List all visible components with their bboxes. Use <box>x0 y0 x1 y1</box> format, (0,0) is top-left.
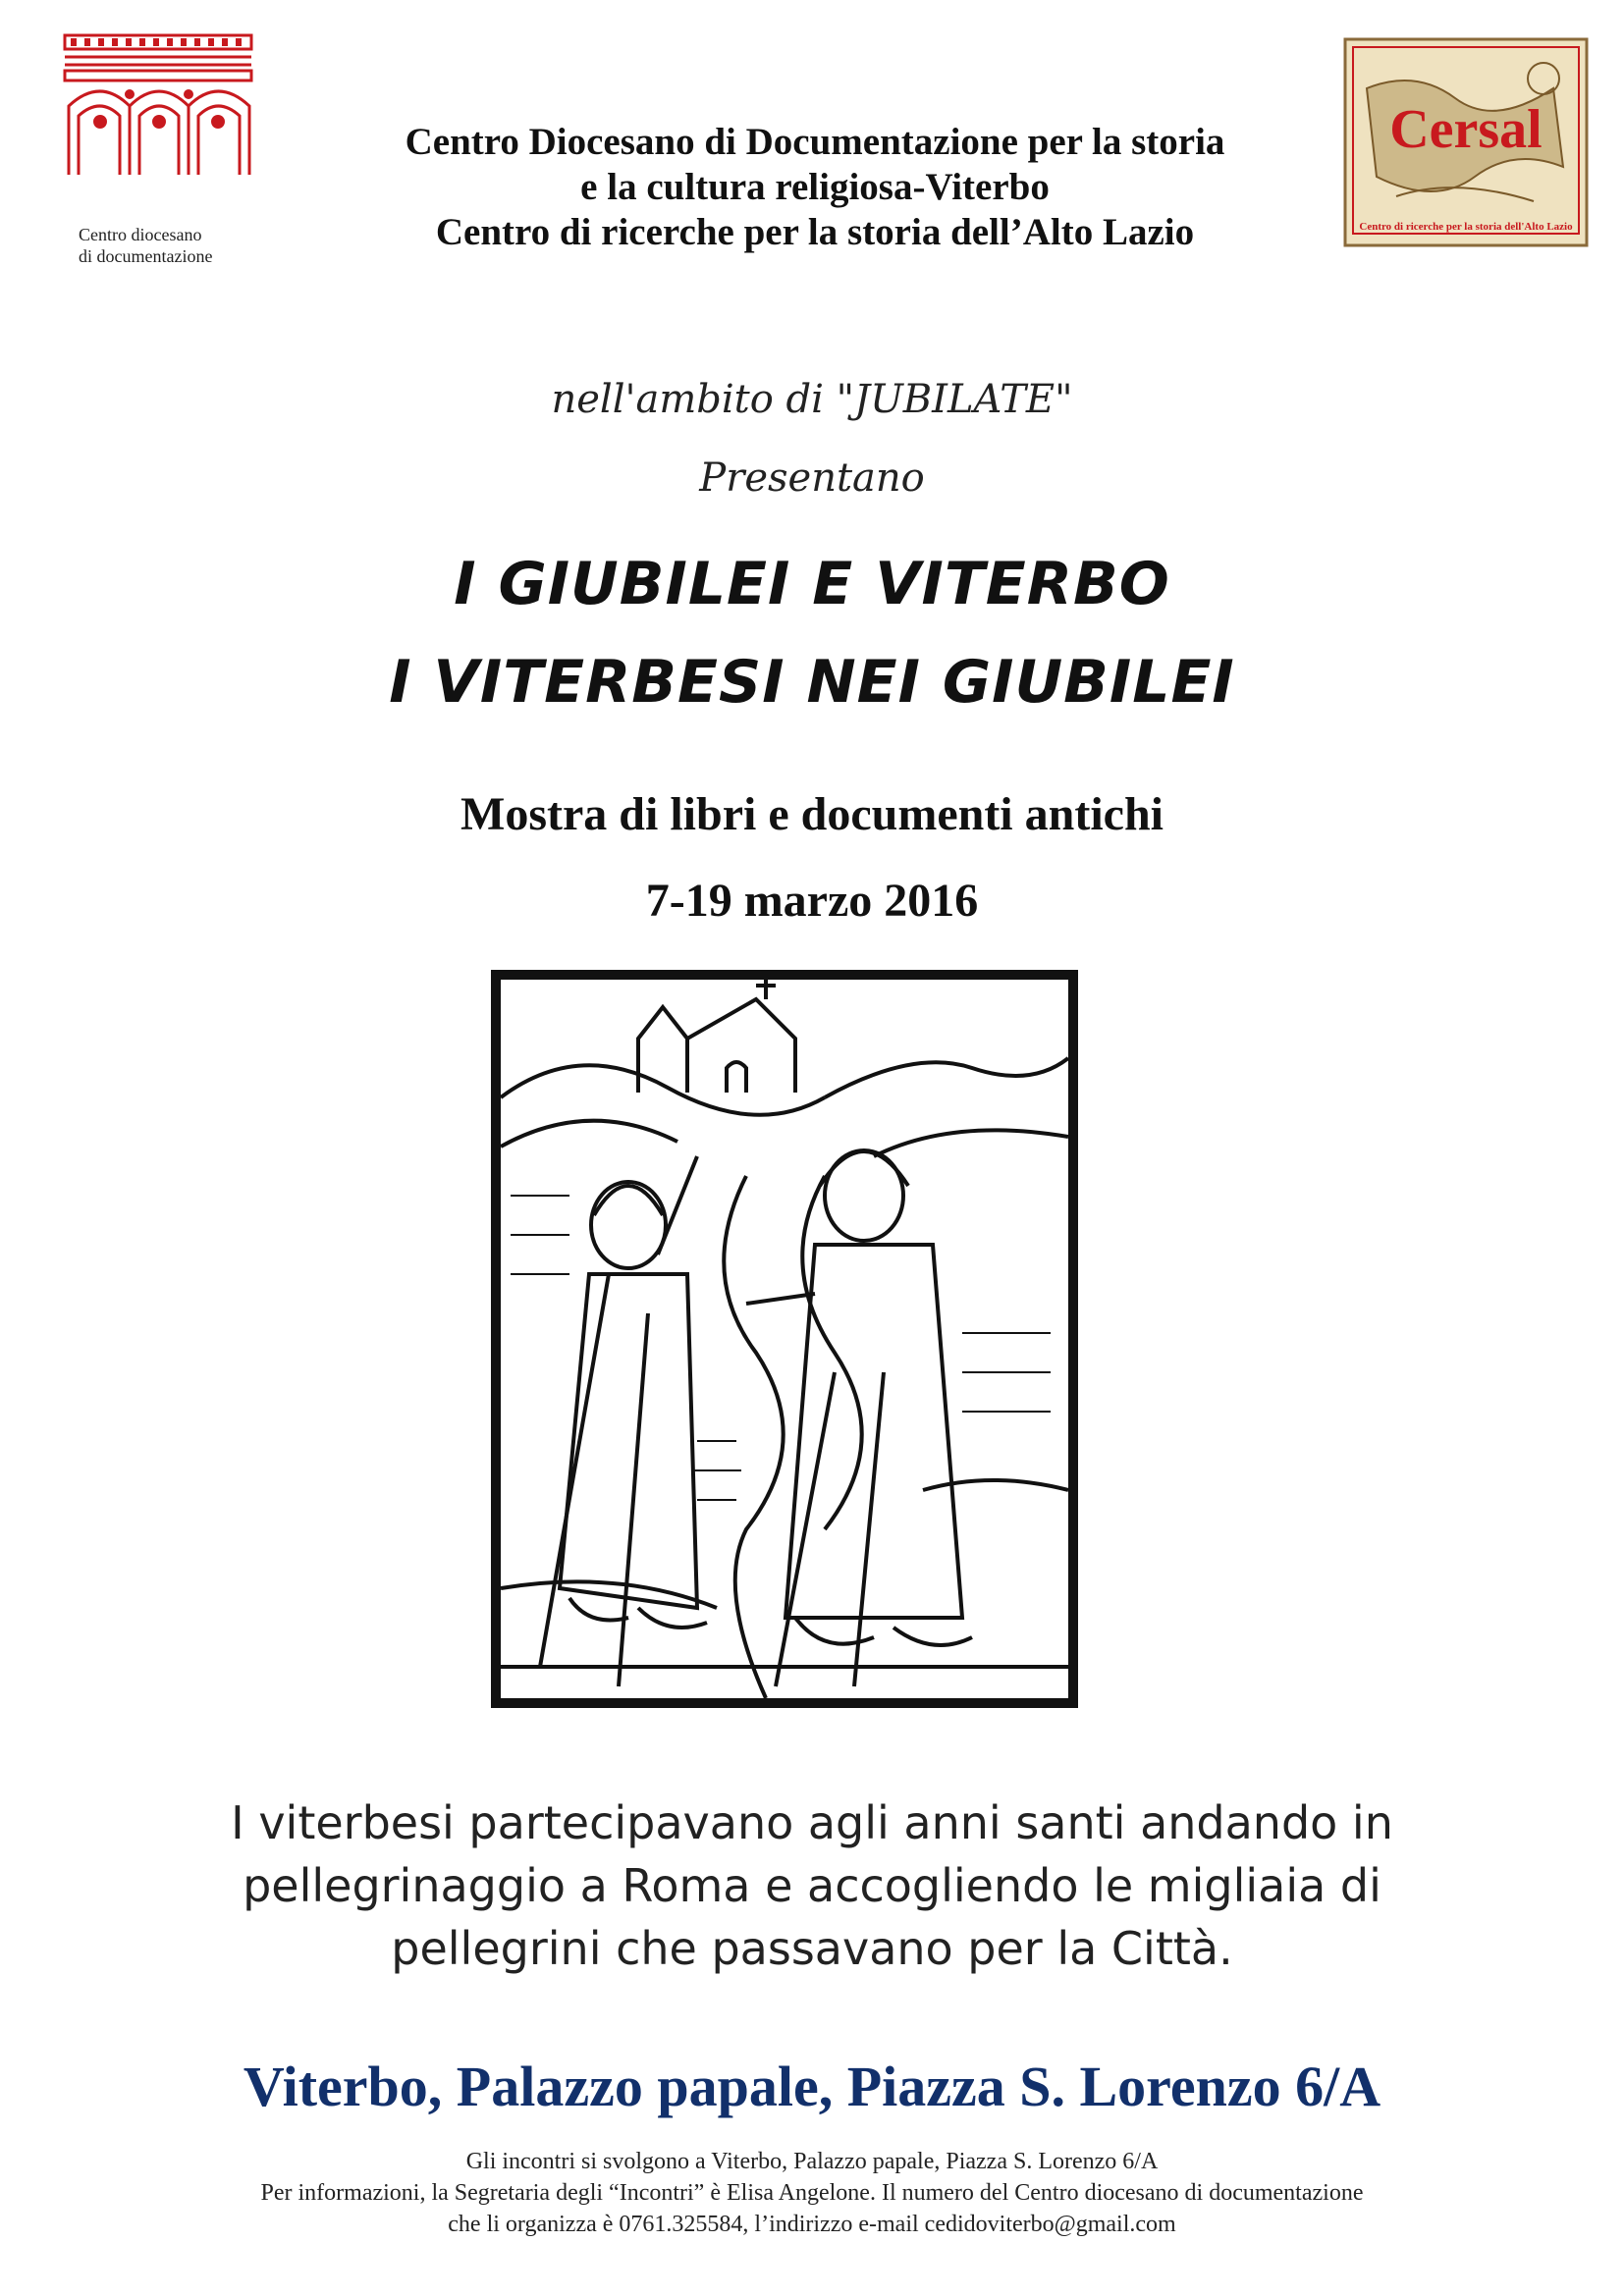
intro-ambito: nell'ambito di "JUBILATE" <box>551 377 1073 422</box>
cersal-logo-text: Cersal <box>1389 99 1543 160</box>
subtitle-dates: 7-19 marzo 2016 <box>645 875 979 927</box>
intro-presentano: Presentano <box>699 455 925 501</box>
header-line-3: Centro di ricerche per la storia dell’Alto Lazio <box>435 211 1195 253</box>
title-line-2: I VITERBESI NEI GIUBILEI <box>389 648 1235 717</box>
footer-line-1: Gli incontri si svolgono a Viterbo, Palazzo papale, Piazza S. Lorenzo 6/A <box>465 2149 1159 2174</box>
logo-caption <box>79 224 295 267</box>
footer-line-3: che li organizza è 0761.325584, l’indirizzo e-mail cedidoviterbo@gmail.com <box>448 2212 1176 2237</box>
logo-caption-line1: Centro diocesano <box>79 225 202 244</box>
footer-line-2: Per informazioni, la Segretaria degli “Incontri” è Elisa Angelone. Il numero del Centro diocesano di documentazione <box>260 2180 1364 2206</box>
logo-caption-line2: di documentazione <box>79 246 213 266</box>
event-location: Viterbo, Palazzo papale, Piazza S. Lorenzo 6/A <box>243 2055 1381 2118</box>
description-line-2: pellegrinaggio a Roma e accogliendo le migliaia di <box>243 1859 1381 1912</box>
header-line-1: Centro Diocesano di Documentazione per la storia <box>405 121 1225 163</box>
title-line-1: I GIUBILEI E VITERBO <box>454 550 1170 618</box>
cersal-logo <box>1337 29 1595 257</box>
arcade-logo-icon <box>61 27 257 224</box>
cersal-logo-caption: Centro di ricerche per la storia dell'Alto Lazio <box>1359 221 1573 233</box>
pilgrims-woodcut-image <box>491 970 1078 1708</box>
pilgrims-illustration-icon <box>501 980 1068 1698</box>
description-line-3: pellegrini che passavano per la Città. <box>391 1922 1233 1975</box>
description-line-1: I viterbesi partecipavano agli anni santi andando in <box>231 1796 1393 1849</box>
centro-diocesano-logo <box>61 27 257 273</box>
subtitle-mostra: Mostra di libri e documenti antichi <box>460 788 1164 840</box>
map-scroll-icon <box>1337 29 1595 257</box>
header-line-2: e la cultura religiosa-Viterbo <box>580 166 1050 208</box>
